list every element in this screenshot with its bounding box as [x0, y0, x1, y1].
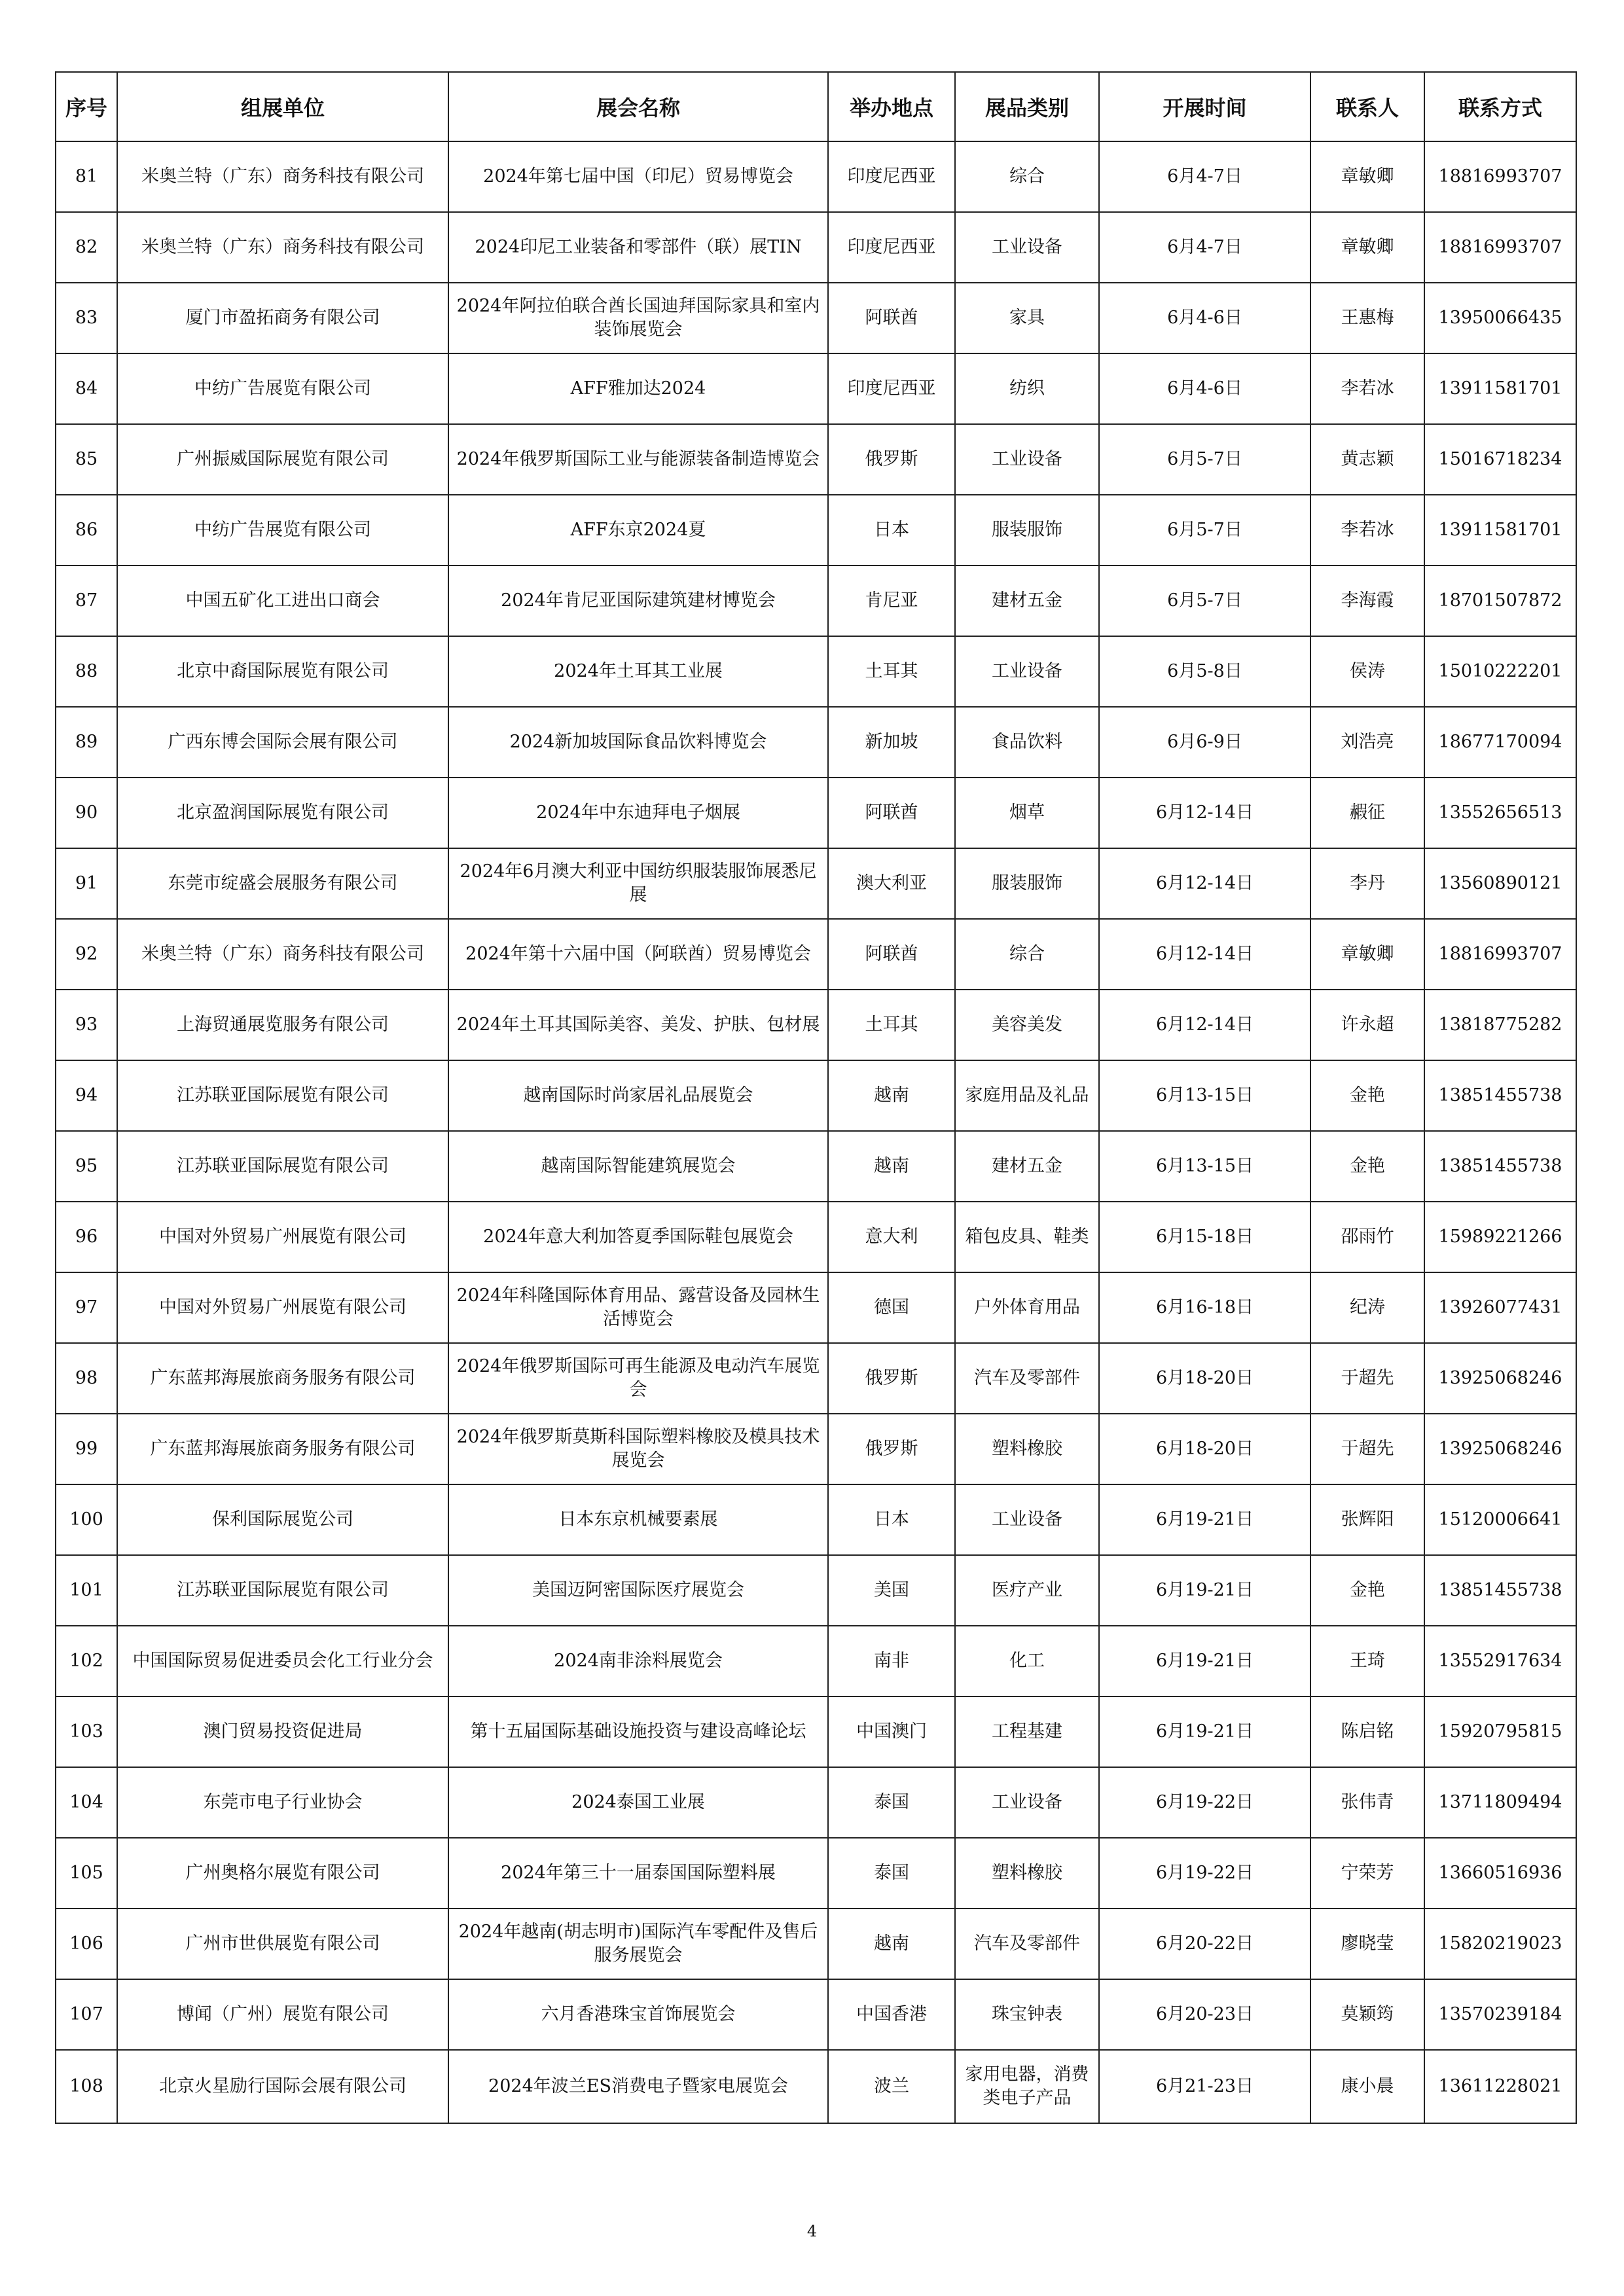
table-row [56, 2050, 1576, 2123]
cell-exhibition-name: 2024年波兰ES消费电子暨家电展览会 [448, 2050, 828, 2123]
table-row [56, 1626, 1576, 1696]
cell-category: 建材五金 [955, 565, 1099, 636]
header-row [56, 72, 1576, 141]
cell-date: 6月19-21日 [1099, 1555, 1310, 1626]
cell-organizer: 广州振威国际展览有限公司 [117, 424, 448, 495]
cell-organizer: 中国国际贸易促进委员会化工行业分会 [117, 1626, 448, 1696]
cell-contact-person: 刘浩亮 [1310, 707, 1424, 778]
cell-contact-person: 宁荣芳 [1310, 1838, 1424, 1909]
cell-exhibition-name: 2024年6月澳大利亚中国纺织服装服饰展悉尼展 [448, 848, 828, 919]
cell-contact-person: 莫颖筠 [1310, 1979, 1424, 2050]
cell-exhibition-name: 越南国际时尚家居礼品展览会 [448, 1060, 828, 1131]
table-row [56, 707, 1576, 778]
cell-date: 6月20-23日 [1099, 1979, 1310, 2050]
cell-contact-info: 13851455738 [1424, 1131, 1576, 1202]
cell-organizer: 上海贸通展览服务有限公司 [117, 990, 448, 1060]
cell-contact-info: 18701507872 [1424, 565, 1576, 636]
cell-contact-person: 于超先 [1310, 1343, 1424, 1414]
cell-organizer: 广州奥格尔展览有限公司 [117, 1838, 448, 1909]
cell-date: 6月12-14日 [1099, 778, 1310, 848]
cell-contact-info: 18816993707 [1424, 212, 1576, 283]
cell-organizer: 北京中裔国际展览有限公司 [117, 636, 448, 707]
cell-location: 肯尼亚 [828, 565, 955, 636]
cell-contact-person: 侯涛 [1310, 636, 1424, 707]
cell-location: 中国香港 [828, 1979, 955, 2050]
cell-organizer: 中国五矿化工进出口商会 [117, 565, 448, 636]
cell-contact-info: 15920795815 [1424, 1696, 1576, 1767]
cell-contact-person: 赮征 [1310, 778, 1424, 848]
cell-contact-info: 15820219023 [1424, 1909, 1576, 1979]
cell-location: 美国 [828, 1555, 955, 1626]
cell-location: 印度尼西亚 [828, 212, 955, 283]
cell-exhibition-name: 2024年第七届中国（印尼）贸易博览会 [448, 141, 828, 212]
cell-index: 107 [56, 1979, 117, 2050]
cell-contact-person: 纪涛 [1310, 1272, 1424, 1343]
cell-contact-info: 15120006641 [1424, 1484, 1576, 1555]
cell-organizer: 博闻（广州）展览有限公司 [117, 1979, 448, 2050]
cell-category: 塑料橡胶 [955, 1838, 1099, 1909]
table-row [56, 848, 1576, 919]
cell-exhibition-name: 2024年肯尼亚国际建筑建材博览会 [448, 565, 828, 636]
cell-date: 6月5-7日 [1099, 424, 1310, 495]
cell-contact-person: 金艳 [1310, 1131, 1424, 1202]
cell-location: 越南 [828, 1131, 955, 1202]
cell-location: 中国澳门 [828, 1696, 955, 1767]
cell-date: 6月20-22日 [1099, 1909, 1310, 1979]
cell-date: 6月4-6日 [1099, 353, 1310, 424]
cell-organizer: 江苏联亚国际展览有限公司 [117, 1555, 448, 1626]
cell-date: 6月19-22日 [1099, 1838, 1310, 1909]
header-cell-location: 举办地点 [828, 72, 955, 141]
cell-index: 98 [56, 1343, 117, 1414]
cell-contact-person: 康小晨 [1310, 2050, 1424, 2123]
cell-category: 工业设备 [955, 1484, 1099, 1555]
cell-organizer: 厦门市盈拓商务有限公司 [117, 283, 448, 353]
cell-contact-info: 18677170094 [1424, 707, 1576, 778]
cell-contact-info: 15989221266 [1424, 1202, 1576, 1272]
cell-category: 医疗产业 [955, 1555, 1099, 1626]
cell-index: 105 [56, 1838, 117, 1909]
cell-contact-person: 金艳 [1310, 1555, 1424, 1626]
table-row [56, 565, 1576, 636]
cell-index: 90 [56, 778, 117, 848]
cell-date: 6月16-18日 [1099, 1272, 1310, 1343]
cell-category: 户外体育用品 [955, 1272, 1099, 1343]
cell-date: 6月5-7日 [1099, 495, 1310, 565]
cell-exhibition-name: 2024年土耳其工业展 [448, 636, 828, 707]
cell-index: 95 [56, 1131, 117, 1202]
cell-location: 越南 [828, 1909, 955, 1979]
cell-date: 6月19-21日 [1099, 1484, 1310, 1555]
cell-category: 化工 [955, 1626, 1099, 1696]
table-row [56, 919, 1576, 990]
table-row [56, 1838, 1576, 1909]
cell-category: 工业设备 [955, 424, 1099, 495]
cell-contact-info: 13552917634 [1424, 1626, 1576, 1696]
table-row [56, 778, 1576, 848]
table-row [56, 1979, 1576, 2050]
table-row [56, 212, 1576, 283]
cell-index: 86 [56, 495, 117, 565]
cell-contact-person: 李海霞 [1310, 565, 1424, 636]
cell-contact-info: 13818775282 [1424, 990, 1576, 1060]
cell-date: 6月13-15日 [1099, 1060, 1310, 1131]
cell-contact-person: 张辉阳 [1310, 1484, 1424, 1555]
table-row [56, 424, 1576, 495]
cell-organizer: 江苏联亚国际展览有限公司 [117, 1060, 448, 1131]
cell-location: 土耳其 [828, 990, 955, 1060]
table-row [56, 1414, 1576, 1484]
cell-date: 6月12-14日 [1099, 848, 1310, 919]
cell-contact-info: 13911581701 [1424, 353, 1576, 424]
cell-date: 6月12-14日 [1099, 990, 1310, 1060]
cell-exhibition-name: 2024年阿拉伯联合酋长国迪拜国际家具和室内装饰展览会 [448, 283, 828, 353]
cell-organizer: 东莞市电子行业协会 [117, 1767, 448, 1838]
cell-date: 6月15-18日 [1099, 1202, 1310, 1272]
cell-contact-info: 13552656513 [1424, 778, 1576, 848]
cell-category: 服装服饰 [955, 848, 1099, 919]
cell-date: 6月4-7日 [1099, 141, 1310, 212]
table-row [56, 1131, 1576, 1202]
cell-location: 南非 [828, 1626, 955, 1696]
cell-exhibition-name: 六月香港珠宝首饰展览会 [448, 1979, 828, 2050]
cell-index: 103 [56, 1696, 117, 1767]
cell-category: 工业设备 [955, 636, 1099, 707]
cell-contact-person: 章敏卿 [1310, 141, 1424, 212]
cell-date: 6月12-14日 [1099, 919, 1310, 990]
cell-exhibition-name: 2024年第十六届中国（阿联酋）贸易博览会 [448, 919, 828, 990]
cell-organizer: 北京火星励行国际会展有限公司 [117, 2050, 448, 2123]
cell-category: 箱包皮具、鞋类 [955, 1202, 1099, 1272]
table-row [56, 1484, 1576, 1555]
table-row [56, 1202, 1576, 1272]
cell-location: 阿联酋 [828, 778, 955, 848]
cell-date: 6月6-9日 [1099, 707, 1310, 778]
cell-organizer: 广西东博会国际会展有限公司 [117, 707, 448, 778]
cell-organizer: 江苏联亚国际展览有限公司 [117, 1131, 448, 1202]
exhibition-table [55, 71, 1577, 2124]
cell-location: 阿联酋 [828, 919, 955, 990]
cell-location: 日本 [828, 1484, 955, 1555]
cell-category: 综合 [955, 919, 1099, 990]
cell-date: 6月18-20日 [1099, 1414, 1310, 1484]
table-row [56, 1696, 1576, 1767]
cell-category: 汽车及零部件 [955, 1909, 1099, 1979]
cell-organizer: 米奥兰特（广东）商务科技有限公司 [117, 141, 448, 212]
table-row [56, 141, 1576, 212]
cell-contact-info: 13911581701 [1424, 495, 1576, 565]
cell-organizer: 中纺广告展览有限公司 [117, 495, 448, 565]
cell-contact-person: 许永超 [1310, 990, 1424, 1060]
cell-category: 工程基建 [955, 1696, 1099, 1767]
cell-location: 越南 [828, 1060, 955, 1131]
table-row [56, 1060, 1576, 1131]
cell-exhibition-name: 2024年俄罗斯国际可再生能源及电动汽车展览会 [448, 1343, 828, 1414]
cell-category: 家用电器，消费类电子产品 [955, 2050, 1099, 2123]
cell-exhibition-name: 日本东京机械要素展 [448, 1484, 828, 1555]
cell-contact-person: 李丹 [1310, 848, 1424, 919]
cell-exhibition-name: 2024年意大利加答夏季国际鞋包展览会 [448, 1202, 828, 1272]
cell-exhibition-name: 2024泰国工业展 [448, 1767, 828, 1838]
cell-category: 工业设备 [955, 1767, 1099, 1838]
cell-location: 俄罗斯 [828, 424, 955, 495]
table-row [56, 1272, 1576, 1343]
cell-index: 83 [56, 283, 117, 353]
cell-index: 93 [56, 990, 117, 1060]
table-row [56, 283, 1576, 353]
cell-index: 104 [56, 1767, 117, 1838]
cell-date: 6月19-21日 [1099, 1626, 1310, 1696]
cell-category: 工业设备 [955, 212, 1099, 283]
header-cell-category: 展品类别 [955, 72, 1099, 141]
cell-contact-info: 13570239184 [1424, 1979, 1576, 2050]
cell-contact-info: 13851455738 [1424, 1555, 1576, 1626]
cell-date: 6月19-22日 [1099, 1767, 1310, 1838]
cell-exhibition-name: 2024年俄罗斯莫斯科国际塑料橡胶及模具技术展览会 [448, 1414, 828, 1484]
cell-index: 94 [56, 1060, 117, 1131]
cell-category: 建材五金 [955, 1131, 1099, 1202]
table-row [56, 990, 1576, 1060]
cell-contact-person: 章敏卿 [1310, 212, 1424, 283]
cell-exhibition-name: 2024南非涂料展览会 [448, 1626, 828, 1696]
cell-exhibition-name: 第十五届国际基础设施投资与建设高峰论坛 [448, 1696, 828, 1767]
cell-organizer: 中国对外贸易广州展览有限公司 [117, 1272, 448, 1343]
cell-index: 92 [56, 919, 117, 990]
cell-organizer: 广东蓝邦海展旅商务服务有限公司 [117, 1343, 448, 1414]
cell-date: 6月21-23日 [1099, 2050, 1310, 2123]
cell-index: 106 [56, 1909, 117, 1979]
cell-contact-info: 15016718234 [1424, 424, 1576, 495]
cell-contact-info: 13611228021 [1424, 2050, 1576, 2123]
cell-location: 泰国 [828, 1767, 955, 1838]
cell-contact-info: 13925068246 [1424, 1414, 1576, 1484]
cell-contact-person: 王琦 [1310, 1626, 1424, 1696]
cell-contact-info: 13950066435 [1424, 283, 1576, 353]
cell-date: 6月18-20日 [1099, 1343, 1310, 1414]
cell-category: 家庭用品及礼品 [955, 1060, 1099, 1131]
cell-exhibition-name: 2024年越南(胡志明市)国际汽车零配件及售后服务展览会 [448, 1909, 828, 1979]
cell-contact-person: 李若冰 [1310, 353, 1424, 424]
cell-exhibition-name: AFF东京2024夏 [448, 495, 828, 565]
header-cell-date: 开展时间 [1099, 72, 1310, 141]
cell-contact-info: 13660516936 [1424, 1838, 1576, 1909]
cell-category: 纺织 [955, 353, 1099, 424]
cell-index: 100 [56, 1484, 117, 1555]
header-cell-organizer: 组展单位 [117, 72, 448, 141]
cell-category: 家具 [955, 283, 1099, 353]
cell-category: 综合 [955, 141, 1099, 212]
cell-category: 服装服饰 [955, 495, 1099, 565]
cell-location: 波兰 [828, 2050, 955, 2123]
cell-contact-person: 黄志颖 [1310, 424, 1424, 495]
header-cell-index: 序号 [56, 72, 117, 141]
cell-category: 珠宝钟表 [955, 1979, 1099, 2050]
cell-index: 88 [56, 636, 117, 707]
cell-contact-info: 18816993707 [1424, 919, 1576, 990]
table-row [56, 495, 1576, 565]
cell-category: 美容美发 [955, 990, 1099, 1060]
cell-location: 阿联酋 [828, 283, 955, 353]
cell-contact-info: 13560890121 [1424, 848, 1576, 919]
cell-category: 塑料橡胶 [955, 1414, 1099, 1484]
cell-contact-info: 18816993707 [1424, 141, 1576, 212]
cell-location: 意大利 [828, 1202, 955, 1272]
cell-contact-person: 王惠梅 [1310, 283, 1424, 353]
table-row [56, 353, 1576, 424]
table-row [56, 1909, 1576, 1979]
table-body [56, 141, 1576, 2123]
cell-location: 日本 [828, 495, 955, 565]
cell-contact-person: 张伟青 [1310, 1767, 1424, 1838]
cell-index: 108 [56, 2050, 117, 2123]
cell-exhibition-name: 越南国际智能建筑展览会 [448, 1131, 828, 1202]
cell-category: 汽车及零部件 [955, 1343, 1099, 1414]
cell-date: 6月5-8日 [1099, 636, 1310, 707]
cell-organizer: 东莞市绽盛会展服务有限公司 [117, 848, 448, 919]
cell-exhibition-name: 2024新加坡国际食品饮料博览会 [448, 707, 828, 778]
cell-contact-info: 13711809494 [1424, 1767, 1576, 1838]
header-cell-contact-info: 联系方式 [1424, 72, 1576, 141]
cell-location: 印度尼西亚 [828, 353, 955, 424]
cell-index: 91 [56, 848, 117, 919]
cell-exhibition-name: 2024年第三十一届泰国国际塑料展 [448, 1838, 828, 1909]
table-row [56, 1343, 1576, 1414]
cell-date: 6月4-7日 [1099, 212, 1310, 283]
cell-index: 97 [56, 1272, 117, 1343]
cell-organizer: 广东蓝邦海展旅商务服务有限公司 [117, 1414, 448, 1484]
cell-location: 泰国 [828, 1838, 955, 1909]
cell-index: 99 [56, 1414, 117, 1484]
cell-location: 德国 [828, 1272, 955, 1343]
page-number: 4 [806, 2222, 818, 2240]
cell-exhibition-name: 2024年土耳其国际美容、美发、护肤、包材展 [448, 990, 828, 1060]
cell-organizer: 澳门贸易投资促进局 [117, 1696, 448, 1767]
cell-date: 6月19-21日 [1099, 1696, 1310, 1767]
cell-contact-person: 廖晓莹 [1310, 1909, 1424, 1979]
cell-date: 6月13-15日 [1099, 1131, 1310, 1202]
table-row [56, 1767, 1576, 1838]
cell-exhibition-name: 2024年科隆国际体育用品、露营设备及园林生活博览会 [448, 1272, 828, 1343]
cell-contact-person: 邵雨竹 [1310, 1202, 1424, 1272]
cell-organizer: 保利国际展览公司 [117, 1484, 448, 1555]
cell-index: 89 [56, 707, 117, 778]
cell-date: 6月4-6日 [1099, 283, 1310, 353]
cell-exhibition-name: 美国迈阿密国际医疗展览会 [448, 1555, 828, 1626]
cell-contact-person: 李若冰 [1310, 495, 1424, 565]
cell-location: 土耳其 [828, 636, 955, 707]
header-cell-contact-person: 联系人 [1310, 72, 1424, 141]
cell-category: 烟草 [955, 778, 1099, 848]
cell-index: 102 [56, 1626, 117, 1696]
cell-location: 澳大利亚 [828, 848, 955, 919]
header-cell-exhibition-name: 展会名称 [448, 72, 828, 141]
cell-contact-info: 13926077431 [1424, 1272, 1576, 1343]
cell-organizer: 中国对外贸易广州展览有限公司 [117, 1202, 448, 1272]
cell-contact-person: 陈启铭 [1310, 1696, 1424, 1767]
table-row [56, 636, 1576, 707]
cell-location: 俄罗斯 [828, 1414, 955, 1484]
cell-index: 96 [56, 1202, 117, 1272]
cell-contact-info: 13851455738 [1424, 1060, 1576, 1131]
cell-contact-person: 于超先 [1310, 1414, 1424, 1484]
cell-exhibition-name: AFF雅加达2024 [448, 353, 828, 424]
cell-organizer: 米奥兰特（广东）商务科技有限公司 [117, 212, 448, 283]
cell-index: 84 [56, 353, 117, 424]
cell-organizer: 北京盈润国际展览有限公司 [117, 778, 448, 848]
cell-organizer: 中纺广告展览有限公司 [117, 353, 448, 424]
cell-date: 6月5-7日 [1099, 565, 1310, 636]
cell-exhibition-name: 2024年俄罗斯国际工业与能源装备制造博览会 [448, 424, 828, 495]
cell-contact-info: 13925068246 [1424, 1343, 1576, 1414]
cell-exhibition-name: 2024印尼工业装备和零部件（联）展TIN [448, 212, 828, 283]
cell-index: 87 [56, 565, 117, 636]
cell-organizer: 广州市世供展览有限公司 [117, 1909, 448, 1979]
cell-contact-info: 15010222201 [1424, 636, 1576, 707]
cell-index: 81 [56, 141, 117, 212]
cell-exhibition-name: 2024年中东迪拜电子烟展 [448, 778, 828, 848]
cell-location: 印度尼西亚 [828, 141, 955, 212]
cell-contact-person: 金艳 [1310, 1060, 1424, 1131]
cell-index: 85 [56, 424, 117, 495]
cell-contact-person: 章敏卿 [1310, 919, 1424, 990]
cell-category: 食品饮料 [955, 707, 1099, 778]
cell-index: 101 [56, 1555, 117, 1626]
cell-location: 新加坡 [828, 707, 955, 778]
cell-index: 82 [56, 212, 117, 283]
cell-organizer: 米奥兰特（广东）商务科技有限公司 [117, 919, 448, 990]
table-row [56, 1555, 1576, 1626]
cell-location: 俄罗斯 [828, 1343, 955, 1414]
